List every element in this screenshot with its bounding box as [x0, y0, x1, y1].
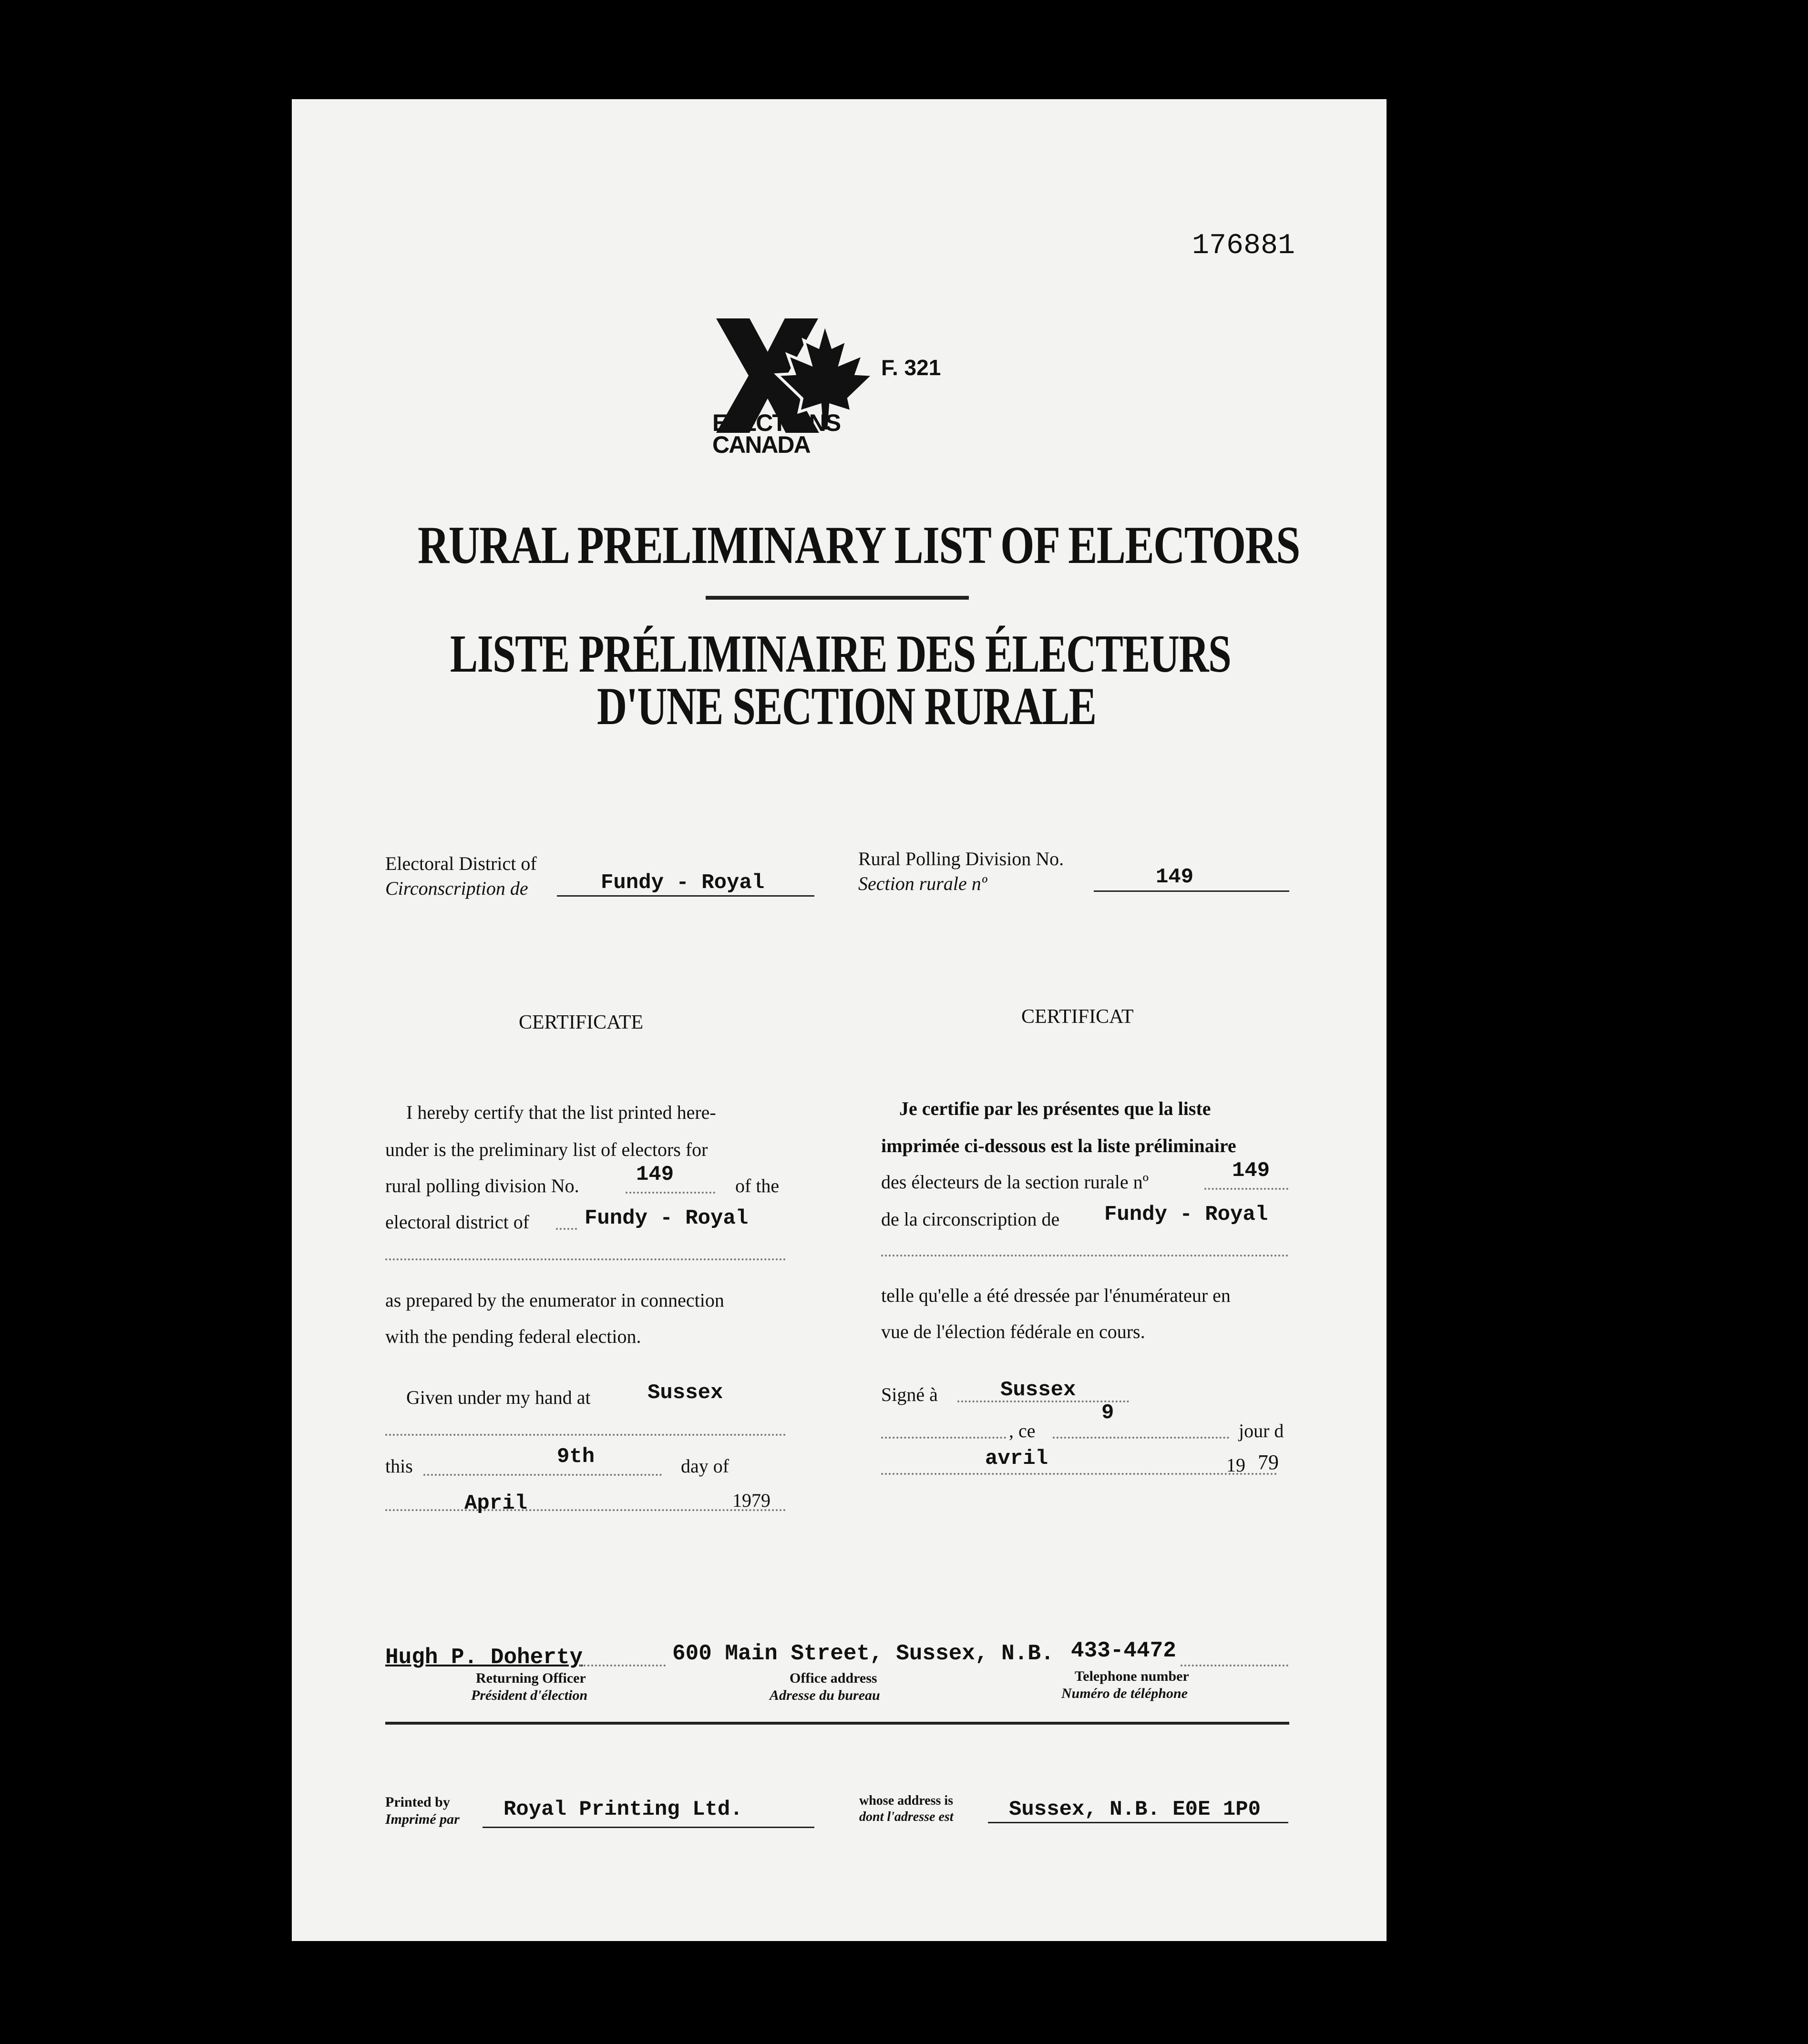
certificate-heading-en: CERTIFICATE: [519, 1012, 644, 1033]
cert-en-line-1: I hereby certify that the list printed here-: [406, 1102, 716, 1123]
title-french-line-1: LISTE PRÉLIMINAIRE DES ÉLECTEURS: [450, 624, 1231, 684]
printer-name: Royal Printing Ltd.: [503, 1798, 743, 1821]
day-value: 9th: [557, 1445, 595, 1469]
given-place-value: Sussex: [647, 1381, 723, 1405]
jour-label: jour d: [1239, 1420, 1284, 1441]
title-french-line-2: D'UNE SECTION RURALE: [597, 677, 1096, 736]
cert-en-line-2: under is the preliminary list of electors for: [385, 1139, 708, 1160]
cert-fr-district-dots: [881, 1255, 1288, 1257]
year-value: 1979: [732, 1490, 770, 1511]
cert-en-district-dots-2: [385, 1258, 786, 1260]
document-number: 176881: [1192, 230, 1295, 262]
cert-en-line-4: electoral district of: [385, 1211, 530, 1233]
officer-name: Hugh P. Doherty: [385, 1645, 583, 1670]
logo-line-1: ELECTIONS: [712, 409, 841, 436]
district-label-en: Electoral District of: [385, 853, 537, 874]
cert-fr-line-5: telle qu'elle a été dressée par l'énumérateur en: [881, 1285, 1231, 1306]
cert-fr-district-value: Fundy - Royal: [1104, 1203, 1268, 1226]
cert-fr-division-dots: [1204, 1188, 1288, 1190]
district-underline: [557, 895, 814, 897]
this-label: this: [385, 1455, 413, 1477]
printer-address-label-fr: dont l'adresse est: [859, 1809, 954, 1824]
cert-en-division-dots: [626, 1192, 715, 1194]
cert-fr-line-2: imprimée ci-dessous est la liste préliminaire: [881, 1135, 1236, 1156]
cert-en-division-value: 149: [636, 1163, 674, 1186]
division-label-en: Rural Polling Division No.: [858, 848, 1064, 869]
ce-label: , ce: [1009, 1420, 1036, 1441]
officer-dots-1: [580, 1665, 666, 1666]
signed-day-value: 9: [1101, 1401, 1114, 1425]
printed-by-label-fr: Imprimé par: [385, 1811, 460, 1827]
cert-fr-division-value: 149: [1232, 1159, 1270, 1183]
division-value: 149: [1156, 865, 1194, 889]
district-label-fr: Circonscription de: [385, 878, 528, 899]
cert-fr-line-4: de la circonscription de: [881, 1208, 1060, 1230]
given-place-dots: [385, 1434, 786, 1436]
signed-place-value: Sussex: [1000, 1378, 1076, 1402]
cert-fr-line-6: vue de l'élection fédérale en cours.: [881, 1321, 1145, 1342]
cert-en-line-5: as prepared by the enumerator in connection: [385, 1289, 724, 1311]
year-fr-value: 79: [1258, 1451, 1279, 1474]
officer-dots-2: [1181, 1665, 1288, 1666]
address-label-fr: Adresse du bureau: [770, 1687, 880, 1703]
district-value: Fundy - Royal: [601, 871, 765, 895]
day-dots: [423, 1474, 662, 1476]
title-english: RURAL PRELIMINARY LIST OF ELECTORS: [418, 516, 1300, 575]
elections-canada-logo: [706, 318, 887, 461]
cert-fr-line-1: Je certifie par les présentes que la liste: [899, 1098, 1211, 1119]
phone-label-en: Telephone number: [1075, 1668, 1189, 1684]
cert-en-district-value: Fundy - Royal: [585, 1206, 749, 1230]
cert-en-line-3b: of the: [735, 1175, 780, 1196]
signed-label: Signé à: [881, 1384, 938, 1405]
officer-address: 600 Main Street, Sussex, N.B.: [672, 1641, 1054, 1666]
logo-line-2: CANADA: [712, 431, 810, 458]
certificate-heading-fr: CERTIFICAT: [1021, 1006, 1134, 1028]
month-fr-value: avril: [985, 1447, 1048, 1471]
printed-by-label-en: Printed by: [385, 1794, 450, 1810]
year-fr-prefix: 19: [1226, 1454, 1245, 1476]
footer-rule: [385, 1722, 1289, 1725]
division-label-fr: Section rurale nº: [858, 873, 987, 894]
cert-fr-line-3: des électeurs de la section rurale nº: [881, 1171, 1149, 1193]
ce-dots-right: [1053, 1437, 1229, 1439]
printer-underline: [483, 1827, 814, 1828]
officer-label-en: Returning Officer: [476, 1670, 586, 1686]
division-underline: [1094, 890, 1289, 892]
given-label: Given under my hand at: [406, 1387, 591, 1408]
printer-address: Sussex, N.B. E0E 1P0: [1009, 1798, 1261, 1821]
officer-label-fr: Président d'élection: [471, 1687, 588, 1703]
month-fr-dots: [881, 1473, 1277, 1475]
phone-label-fr: Numéro de téléphone: [1061, 1686, 1188, 1701]
cert-en-line-3: rural polling division No.: [385, 1175, 579, 1196]
title-divider: [706, 596, 969, 600]
printer-address-underline: [988, 1822, 1288, 1823]
cert-en-district-dots: [556, 1228, 577, 1230]
cert-en-line-6: with the pending federal election.: [385, 1326, 641, 1347]
ce-dots-left: [881, 1437, 1006, 1439]
address-label-en: Office address: [790, 1670, 877, 1686]
officer-phone: 433-4472: [1071, 1638, 1176, 1663]
printer-address-label-en: whose address is: [859, 1793, 954, 1808]
month-dots: [385, 1509, 786, 1511]
month-value: April: [464, 1492, 528, 1515]
form-code: F. 321: [881, 355, 941, 380]
form-page: [292, 99, 1387, 1941]
day-of-label: day of: [681, 1455, 729, 1477]
